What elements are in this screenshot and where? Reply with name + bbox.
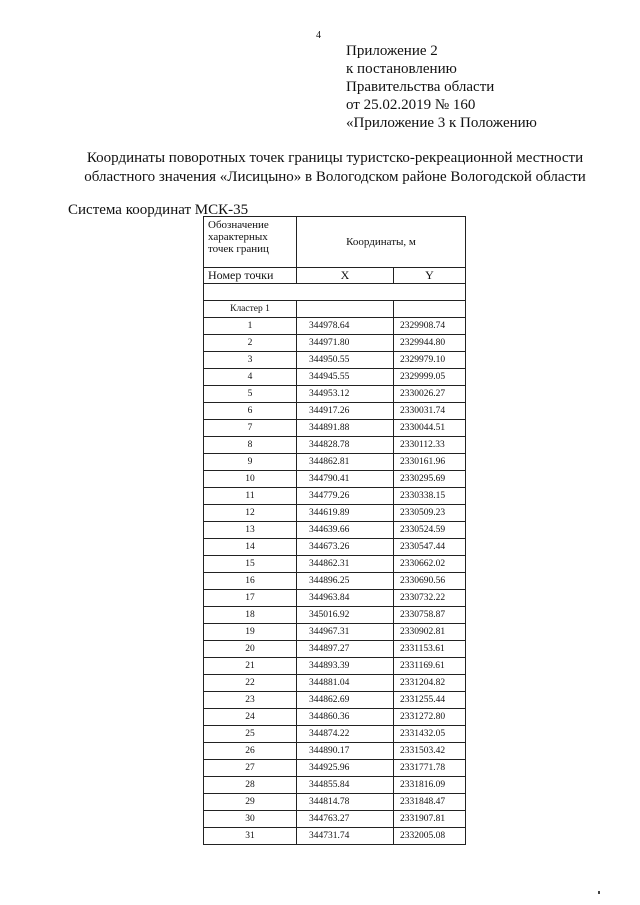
x-coordinate-cell: 344855.84 [297,777,394,794]
point-number-cell: 16 [204,573,297,590]
point-number-cell: 30 [204,811,297,828]
point-number-cell: 11 [204,488,297,505]
table-row [204,811,466,828]
x-coordinate-cell: 344881.04 [297,675,394,692]
table-row [204,709,466,726]
table-row [204,369,466,386]
x-coordinate-cell: 344862.69 [297,692,394,709]
y-coordinate-cell: 2331432.05 [394,726,466,743]
x-coordinate-cell: 344763.27 [297,811,394,828]
table-subheader-row [204,268,466,284]
point-number-cell: 17 [204,590,297,607]
title-line: областного значения «Лисицыно» в Вологодском районе Вологодской области [84,169,586,185]
y-coordinate-cell: 2330524.59 [394,522,466,539]
x-coordinate-cell: 344862.81 [297,454,394,471]
x-coordinate-cell: 344619.89 [297,505,394,522]
x-coordinate-cell: 345016.92 [297,607,394,624]
table-row [204,539,466,556]
table-row [204,590,466,607]
x-coordinate-cell: 344860.36 [297,709,394,726]
y-coordinate-cell: 2331907.81 [394,811,466,828]
x-coordinate-cell: 344890.17 [297,743,394,760]
x-coordinate-cell: 344891.88 [297,420,394,437]
point-number-cell: 25 [204,726,297,743]
table-empty-row [204,284,466,301]
y-coordinate-cell: 2331848.47 [394,794,466,811]
table-row [204,692,466,709]
table-row [204,403,466,420]
table-row [204,386,466,403]
y-coordinate-cell: 2331503.42 [394,743,466,760]
x-coordinate-cell: 344828.78 [297,437,394,454]
y-coordinate-cell: 2329999.05 [394,369,466,386]
cluster-row [204,301,466,318]
point-number-cell: 8 [204,437,297,454]
x-coordinate-cell: 344963.84 [297,590,394,607]
y-coordinate-cell: 2330031.74 [394,403,466,420]
x-coordinate-cell: 344978.64 [297,318,394,335]
point-number-cell: 23 [204,692,297,709]
point-number-cell: 14 [204,539,297,556]
x-coordinate-cell: 344814.78 [297,794,394,811]
header-point-number: Номер точки [204,268,297,284]
scan-mark [598,891,600,894]
x-coordinate-cell: 344897.27 [297,641,394,658]
point-number-cell: 3 [204,352,297,369]
table-row [204,760,466,777]
table-row [204,437,466,454]
y-coordinate-cell: 2332005.08 [394,828,466,845]
x-coordinate-cell: 344945.55 [297,369,394,386]
appendix-block [346,42,537,132]
point-number-cell: 10 [204,471,297,488]
header-point-designation: Обозначение характерных точек границ [204,217,297,268]
x-coordinate-cell: 344967.31 [297,624,394,641]
table-row [204,556,466,573]
point-number-cell: 5 [204,386,297,403]
y-coordinate-cell: 2330509.23 [394,505,466,522]
x-coordinate-cell: 344917.26 [297,403,394,420]
y-coordinate-cell: 2329944.80 [394,335,466,352]
x-coordinate-cell: 344673.26 [297,539,394,556]
y-coordinate-cell: 2330295.69 [394,471,466,488]
x-coordinate-cell: 344790.41 [297,471,394,488]
table-row [204,471,466,488]
table-row [204,641,466,658]
point-number-cell: 28 [204,777,297,794]
y-coordinate-cell: 2330662.02 [394,556,466,573]
coordinates-table [203,216,466,845]
y-coordinate-cell: 2331771.78 [394,760,466,777]
point-number-cell: 4 [204,369,297,386]
x-coordinate-cell: 344874.22 [297,726,394,743]
x-coordinate-cell: 344862.31 [297,556,394,573]
x-coordinate-cell: 344971.80 [297,335,394,352]
point-number-cell: 24 [204,709,297,726]
appendix-line: Правительства области [346,79,495,95]
table-row [204,420,466,437]
header-x: X [297,268,394,284]
x-coordinate-cell: 344925.96 [297,760,394,777]
y-coordinate-cell: 2330161.96 [394,454,466,471]
y-coordinate-cell: 2329979.10 [394,352,466,369]
table-row [204,573,466,590]
point-number-cell: 19 [204,624,297,641]
y-coordinate-cell: 2329908.74 [394,318,466,335]
point-number-cell: 27 [204,760,297,777]
appendix-line: Приложение 2 [346,43,438,59]
table-row [204,335,466,352]
table-row [204,777,466,794]
point-number-cell: 15 [204,556,297,573]
table-row [204,488,466,505]
y-coordinate-cell: 2330026.27 [394,386,466,403]
x-coordinate-cell: 344779.26 [297,488,394,505]
table-row [204,726,466,743]
y-coordinate-cell: 2331169.61 [394,658,466,675]
y-coordinate-cell: 2331153.61 [394,641,466,658]
y-coordinate-cell: 2330112.33 [394,437,466,454]
point-number-cell: 20 [204,641,297,658]
point-number-cell: 18 [204,607,297,624]
table-row [204,658,466,675]
point-number-cell: 2 [204,335,297,352]
y-coordinate-cell: 2331816.09 [394,777,466,794]
point-number-cell: 9 [204,454,297,471]
y-coordinate-cell: 2331255.44 [394,692,466,709]
x-coordinate-cell: 344893.39 [297,658,394,675]
point-number-cell: 29 [204,794,297,811]
point-number-cell: 13 [204,522,297,539]
point-number-cell: 1 [204,318,297,335]
y-coordinate-cell: 2330758.87 [394,607,466,624]
x-coordinate-cell: 344896.25 [297,573,394,590]
appendix-line: к постановлению [346,61,457,77]
table-row [204,624,466,641]
table-row [204,318,466,335]
x-coordinate-cell: 344950.55 [297,352,394,369]
table-row [204,828,466,845]
table-row [204,522,466,539]
y-coordinate-cell: 2330732.22 [394,590,466,607]
coordinate-system-label: Система координат МСК-35 [68,202,249,218]
title-line: Координаты поворотных точек границы туристско-рекреационной местности [86,150,584,166]
table-row [204,743,466,760]
x-coordinate-cell: 344731.74 [297,828,394,845]
point-number-cell: 31 [204,828,297,845]
appendix-line: от 25.02.2019 № 160 [346,97,476,113]
appendix-line: «Приложение 3 к Положению [346,115,537,131]
y-coordinate-cell: 2330690.56 [394,573,466,590]
point-number-cell: 26 [204,743,297,760]
point-number-cell: 22 [204,675,297,692]
y-coordinate-cell: 2331272.80 [394,709,466,726]
y-coordinate-cell: 2330902.81 [394,624,466,641]
page-number: 4 [316,30,321,41]
header-y: Y [394,268,466,284]
y-coordinate-cell: 2331204.82 [394,675,466,692]
table-row [204,794,466,811]
y-coordinate-cell: 2330547.44 [394,539,466,556]
table-header-row [204,217,466,268]
cluster-label: Кластер 1 [204,301,297,318]
point-number-cell: 6 [204,403,297,420]
table-row [204,607,466,624]
y-coordinate-cell: 2330044.51 [394,420,466,437]
point-number-cell: 12 [204,505,297,522]
table-row [204,505,466,522]
header-coordinates: Координаты, м [297,217,466,268]
table-row [204,352,466,369]
table-row [204,454,466,471]
point-number-cell: 7 [204,420,297,437]
x-coordinate-cell: 344639.66 [297,522,394,539]
document-title [40,149,630,187]
point-number-cell: 21 [204,658,297,675]
x-coordinate-cell: 344953.12 [297,386,394,403]
table-row [204,675,466,692]
y-coordinate-cell: 2330338.15 [394,488,466,505]
